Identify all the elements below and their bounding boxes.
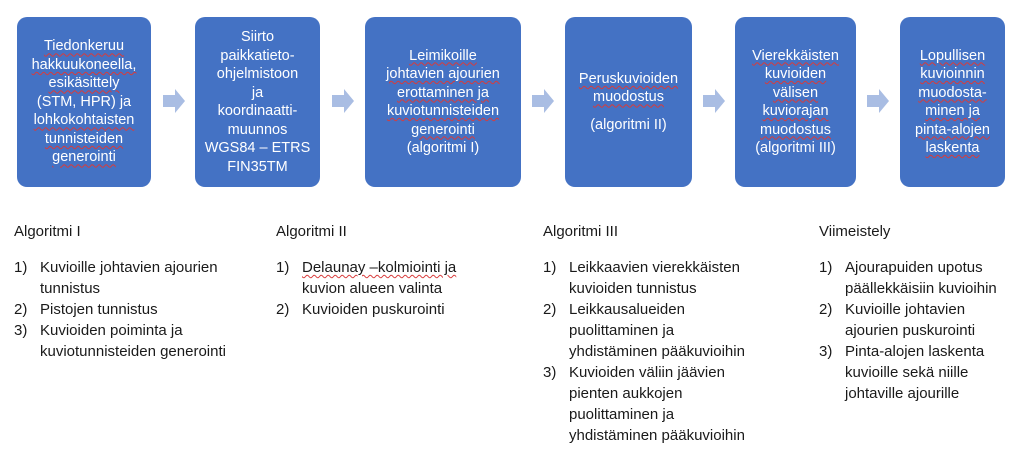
box-line: muodostus — [760, 121, 831, 138]
list-item — [14, 299, 259, 320]
box-line: välisen — [772, 84, 819, 101]
arrow-right-icon — [532, 89, 554, 113]
list-item — [543, 362, 788, 446]
section-heading: Algoritmi I — [14, 223, 81, 240]
item-text: Delaunay –kolmiointi ja — [302, 259, 457, 276]
item-number: 3) — [819, 343, 833, 360]
box-line: muodostus — [593, 89, 664, 106]
item-text: Pistojen tunnistus — [40, 301, 158, 318]
arrow-right-icon — [163, 89, 185, 113]
box-note: (algoritmi I) — [406, 140, 480, 156]
box-line: kuvioinnin — [920, 66, 985, 82]
box-line: pinta-alojen — [915, 121, 990, 138]
item-text: Kuvioiden poiminta ja — [40, 322, 183, 339]
box-line: ohjelmistoon — [216, 66, 299, 82]
process-box-1 — [17, 17, 151, 187]
box-line: kuviotunnisteiden — [386, 103, 500, 119]
item-number: 3) — [543, 364, 557, 381]
step-list — [543, 257, 788, 446]
step-list — [14, 257, 259, 362]
box-line: esikäsittely — [48, 75, 120, 92]
item-text: Kuvioille johtavien — [845, 301, 966, 318]
item-text: johtaville ajourille — [845, 385, 960, 402]
item-text: Kuvioiden väliin jäävien — [569, 364, 725, 381]
item-number: 2) — [14, 301, 28, 318]
item-text: tunnistus — [40, 280, 101, 297]
arrow-right-icon — [332, 89, 354, 113]
box-line: johtavien ajourien — [386, 66, 500, 82]
box-line: Leimikoille — [409, 47, 477, 64]
item-number: 1) — [14, 259, 28, 276]
item-text: Kuvioiden puskurointi — [302, 301, 445, 318]
box-line: laskenta — [925, 140, 980, 156]
item-text: kuviotunnisteiden generointi — [40, 343, 226, 360]
step-list — [276, 257, 496, 320]
item-text: Leikkaavien vierekkäisten — [569, 259, 740, 276]
section-algoritmi-3 — [543, 221, 788, 446]
item-number: 1) — [819, 259, 833, 276]
item-number: 2) — [543, 301, 557, 318]
list-item — [14, 257, 259, 299]
item-number: 3) — [14, 322, 28, 339]
item-number: 2) — [276, 301, 290, 318]
item-text: kuvion alueen valinta — [302, 280, 443, 297]
box-line: generointi — [52, 149, 116, 166]
box-line: (STM, HPR) ja — [36, 93, 132, 110]
section-algoritmi-1 — [14, 221, 259, 362]
box-line: kuviorajan — [762, 103, 829, 119]
item-number: 2) — [819, 301, 833, 318]
item-number: 1) — [543, 259, 557, 276]
step-list — [819, 257, 1019, 404]
process-box-2 — [195, 17, 320, 187]
item-text: kuvioiden tunnistus — [569, 280, 697, 297]
box-line: Lopullisen — [919, 47, 986, 64]
item-text: Pinta-alojen laskenta — [845, 343, 985, 360]
section-viimeistely — [819, 221, 1019, 404]
section-algoritmi-2 — [276, 221, 496, 320]
process-box-3 — [365, 17, 521, 187]
list-item — [14, 320, 259, 362]
box-note: (algoritmi III) — [755, 140, 836, 156]
box-line: generointi — [411, 121, 475, 138]
box-line: Tiedonkeruu — [43, 38, 125, 55]
box-line: lohkokohtaisten — [33, 112, 135, 129]
box-line: minen ja — [925, 103, 980, 119]
item-text: Ajourapuiden upotus — [845, 259, 983, 276]
box-line: hakkuukoneella, — [31, 56, 137, 73]
box-line: tunnisteiden — [44, 130, 124, 147]
item-text: yhdistäminen pääkuvioihin — [569, 343, 745, 360]
list-item — [819, 299, 1019, 341]
box-line: paikkatieto- — [220, 47, 295, 64]
box-line: muunnos — [227, 121, 288, 138]
list-item — [276, 257, 496, 299]
process-box-5 — [735, 17, 856, 187]
box-line: muodosta- — [918, 84, 987, 101]
item-text: yhdistäminen pääkuvioihin — [569, 427, 745, 444]
box-note: (algoritmi II) — [590, 116, 667, 133]
item-text: Kuvioille johtavien ajourien — [40, 259, 218, 276]
item-number: 1) — [276, 259, 290, 276]
section-heading: Algoritmi III — [543, 223, 619, 240]
box-line: WGS84 – ETRS — [204, 140, 311, 156]
item-text: Leikkausalueiden — [569, 301, 685, 318]
item-text: puolittaminen ja — [569, 406, 675, 423]
item-text: ajourien puskurointi — [845, 322, 976, 339]
process-box-6 — [900, 17, 1005, 187]
item-text: pienten aukkojen — [569, 385, 683, 402]
box-line: koordinaatti- — [217, 103, 298, 119]
item-text: päällekkäisiin kuvioihin — [845, 280, 997, 297]
list-item — [543, 299, 788, 362]
item-text: puolittaminen ja — [569, 322, 675, 339]
box-line: FIN35TM — [227, 158, 288, 175]
box-line: Peruskuvioiden — [578, 70, 679, 87]
box-line: Siirto — [240, 29, 275, 45]
process-box-4 — [565, 17, 692, 187]
list-item — [819, 257, 1019, 299]
section-heading: Viimeistely — [819, 223, 891, 240]
box-line: Vierekkäisten — [752, 47, 839, 64]
box-line: erottaminen ja — [397, 84, 489, 101]
arrow-right-icon — [867, 89, 889, 113]
box-line: ja — [251, 84, 264, 101]
item-text: kuvioille sekä niille — [845, 364, 969, 381]
list-item — [819, 341, 1019, 404]
arrow-right-icon — [703, 89, 725, 113]
list-item — [543, 257, 788, 299]
list-item — [276, 299, 496, 320]
section-heading: Algoritmi II — [276, 223, 347, 240]
box-line: kuvioiden — [764, 66, 827, 82]
